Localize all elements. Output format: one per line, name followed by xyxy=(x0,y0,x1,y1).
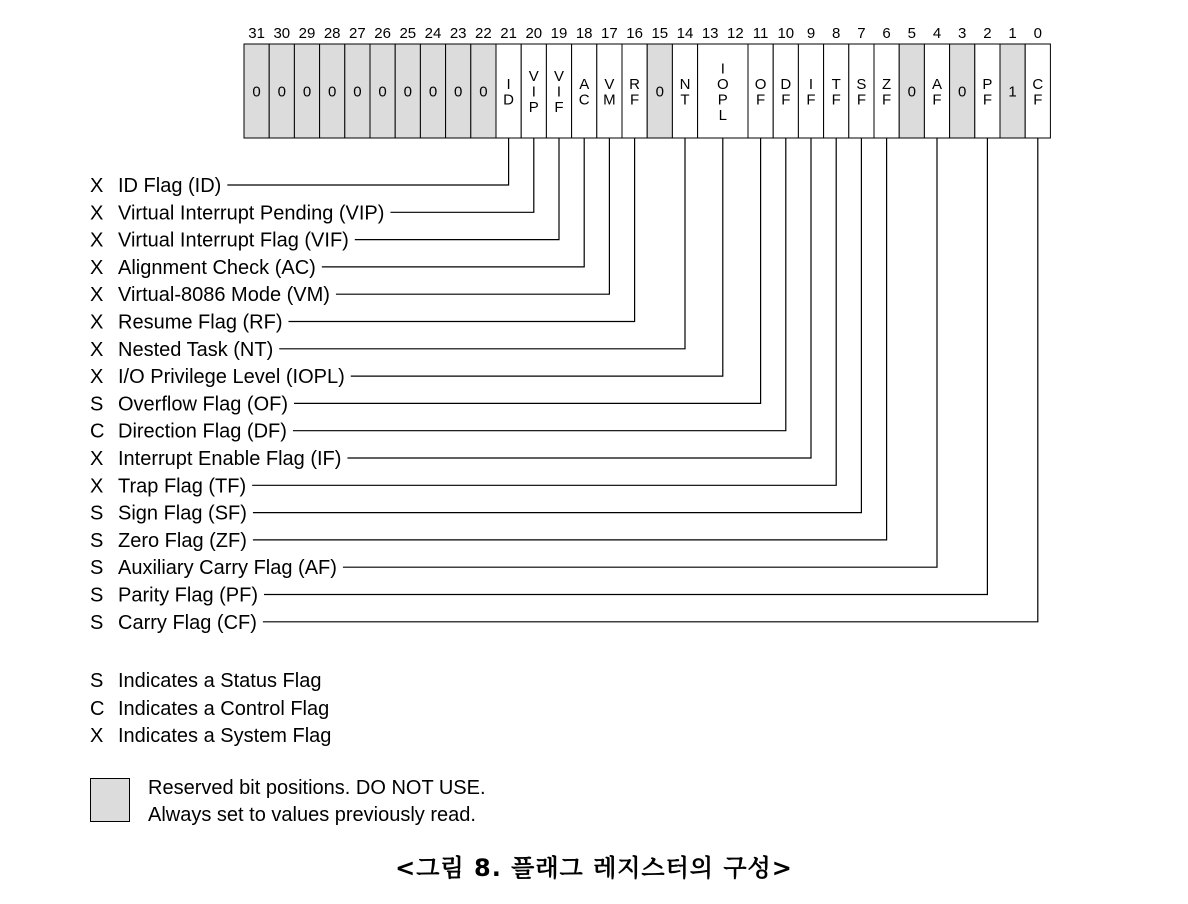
bit-number: 17 xyxy=(601,25,618,42)
cell-label: 0 xyxy=(655,83,664,101)
flag-type: X xyxy=(90,202,104,225)
flag-type: C xyxy=(90,420,105,443)
register-cell xyxy=(496,44,521,138)
flag-type-legend xyxy=(90,668,331,751)
register-cell xyxy=(622,44,647,138)
cell-label: 0 xyxy=(353,83,362,101)
register-cell xyxy=(1025,44,1050,138)
flag-type: X xyxy=(90,175,104,197)
flag-name: Sign Flag (SF) xyxy=(118,502,247,525)
figure-caption: <그림 8. 플래그 레지스터의 구성> xyxy=(395,854,793,882)
flag-name: Virtual Interrupt Pending (VIP) xyxy=(118,202,385,225)
legend-system xyxy=(90,723,331,751)
cell-label: F xyxy=(831,91,841,109)
bit-number: 28 xyxy=(323,25,341,42)
bit-number: 1 xyxy=(1008,25,1017,42)
cell-label: F xyxy=(1033,91,1043,109)
cell-label: F xyxy=(856,91,866,109)
cell-label: P xyxy=(982,75,993,93)
bit-number: 25 xyxy=(399,25,417,42)
bit-number: 26 xyxy=(374,25,391,42)
cell-label: O xyxy=(716,75,729,93)
leader-line xyxy=(253,138,887,540)
cell-label: F xyxy=(882,91,892,109)
register-cell xyxy=(672,44,697,138)
cell-label: 0 xyxy=(252,83,261,101)
register-cell xyxy=(521,44,546,138)
cell-label: D xyxy=(780,75,792,93)
legend-key: X xyxy=(90,725,104,747)
flag-type: S xyxy=(90,557,104,580)
cell-label: 0 xyxy=(328,83,337,101)
flag-name: Zero Flag (ZF) xyxy=(118,529,247,552)
cell-label: I xyxy=(808,75,814,93)
cell-label: F xyxy=(630,91,640,109)
cell-label: Z xyxy=(882,75,892,93)
register-cell xyxy=(975,44,1000,138)
bit-number: 24 xyxy=(424,25,442,42)
flag-type: X xyxy=(90,338,104,361)
cell-label: F xyxy=(806,91,816,109)
bit-number: 12 xyxy=(727,25,744,42)
cell-label: 0 xyxy=(454,83,463,101)
register-cell xyxy=(395,44,420,138)
legend-key: S xyxy=(90,670,104,692)
register-cell xyxy=(1000,44,1025,138)
leader-line xyxy=(253,138,861,513)
register-cell xyxy=(420,44,445,138)
register-cell xyxy=(824,44,849,138)
bit-number: 16 xyxy=(626,25,643,42)
register-cell xyxy=(773,44,798,138)
legend-key: C xyxy=(90,697,105,720)
register-cell xyxy=(748,44,773,138)
flag-type: X xyxy=(90,229,104,252)
bit-number: 6 xyxy=(882,25,891,42)
flag-type: X xyxy=(90,475,104,498)
cell-label: T xyxy=(680,91,690,109)
cell-label: N xyxy=(679,75,691,93)
leader-line xyxy=(293,138,786,431)
flag-list xyxy=(90,138,1038,634)
cell-label: 0 xyxy=(428,83,438,101)
flag-name: Direction Flag (DF) xyxy=(118,420,287,443)
bit-number: 11 xyxy=(752,25,769,42)
cell-label: I xyxy=(506,75,511,93)
cell-label: T xyxy=(831,75,841,93)
flag-name: I/O Privilege Level (IOPL) xyxy=(118,366,345,389)
flag-type: S xyxy=(90,611,104,634)
bit-number: 20 xyxy=(525,25,543,42)
leader-line xyxy=(252,138,836,485)
flag-name: Overflow Flag (OF) xyxy=(118,393,289,416)
reserved-swatch xyxy=(90,778,130,822)
bit-number: 3 xyxy=(958,25,967,42)
bit-number: 21 xyxy=(500,25,517,42)
register-cell xyxy=(874,44,899,138)
register-cell xyxy=(698,44,748,138)
bit-number: 0 xyxy=(1033,25,1042,42)
flag-type: X xyxy=(90,284,104,307)
register-cell xyxy=(244,44,269,138)
register-cell xyxy=(546,44,571,138)
flag-type: X xyxy=(90,256,104,279)
reserved-line-2: Always set to values previously read. xyxy=(148,804,476,826)
flag-name: Parity Flag (PF) xyxy=(118,584,259,607)
bit-number: 14 xyxy=(676,25,694,42)
register-cell xyxy=(950,44,975,138)
cell-label: 1 xyxy=(1008,83,1017,101)
cell-label: P xyxy=(528,99,539,116)
register-cell xyxy=(597,44,622,138)
cell-label: 0 xyxy=(302,83,312,101)
flag-type: S xyxy=(90,502,104,525)
flag-name: Interrupt Enable Flag (IF) xyxy=(118,448,342,470)
reserved-line-1: Reserved bit positions. DO NOT USE. xyxy=(148,777,486,799)
flag-type: X xyxy=(90,311,104,334)
cell-label: 0 xyxy=(277,83,286,101)
bit-number: 31 xyxy=(248,25,265,42)
cell-label: 0 xyxy=(907,83,916,101)
register-cell xyxy=(320,44,345,138)
bit-number: 10 xyxy=(777,25,795,42)
cell-label: V xyxy=(528,68,539,85)
bit-number: 8 xyxy=(832,25,841,42)
leader-line xyxy=(343,138,937,567)
flag-name: Virtual Interrupt Flag (VIF) xyxy=(118,229,349,252)
flag-name: Auxiliary Carry Flag (AF) xyxy=(118,557,337,580)
cell-label: F xyxy=(756,91,766,109)
legend-text: Indicates a Control Flag xyxy=(118,697,330,720)
cell-label: F xyxy=(932,91,942,109)
leader-line xyxy=(351,138,723,376)
leader-line xyxy=(390,138,533,212)
leader-line xyxy=(294,138,761,403)
cell-label: R xyxy=(629,75,641,93)
leader-line xyxy=(347,138,811,458)
flag-name: Resume Flag (RF) xyxy=(118,311,283,334)
register-cell xyxy=(370,44,395,138)
flag-name: Carry Flag (CF) xyxy=(118,611,257,634)
leader-line xyxy=(227,138,508,185)
cell-label: V xyxy=(553,68,565,85)
cell-label: O xyxy=(754,75,767,93)
reserved-legend-text xyxy=(148,775,486,829)
cell-label: A xyxy=(579,75,590,93)
legend-text: Indicates a System Flag xyxy=(118,725,332,747)
bit-number: 19 xyxy=(550,25,568,42)
flag-type: X xyxy=(90,366,104,389)
flag-entry xyxy=(90,138,509,197)
legend-text: Indicates a Status Flag xyxy=(118,670,322,692)
cell-label: 0 xyxy=(403,83,412,101)
leader-line xyxy=(355,138,559,240)
cell-label: L xyxy=(718,106,727,124)
cell-label: P xyxy=(717,91,728,109)
cell-label: I xyxy=(720,60,725,78)
flag-name: Virtual-8086 Mode (VM) xyxy=(118,284,330,307)
bit-number: 29 xyxy=(298,25,316,42)
register-cell xyxy=(798,44,823,138)
register-cell xyxy=(345,44,370,138)
cell-label: S xyxy=(856,75,867,93)
cell-label: 0 xyxy=(958,83,967,101)
cell-label: 0 xyxy=(378,83,387,101)
legend-control xyxy=(90,696,331,724)
bit-number: 9 xyxy=(806,25,816,42)
register-cell xyxy=(269,44,294,138)
bit-number: 22 xyxy=(475,25,492,42)
flag-type: X xyxy=(90,448,104,470)
flag-name: ID Flag (ID) xyxy=(118,175,222,197)
cell-label: I xyxy=(556,83,562,101)
cell-label: F xyxy=(554,99,564,116)
cell-label: A xyxy=(931,75,943,93)
bit-number: 4 xyxy=(932,25,942,42)
bit-number: 13 xyxy=(701,25,719,42)
bit-number: 7 xyxy=(857,25,866,42)
bit-number: 27 xyxy=(349,25,366,42)
cell-label: C xyxy=(1032,75,1044,93)
cell-label: D xyxy=(503,91,515,109)
flag-type: S xyxy=(90,393,104,416)
register-cell xyxy=(294,44,319,138)
register-cell xyxy=(471,44,496,138)
legend-status xyxy=(90,668,331,696)
bit-number: 5 xyxy=(907,25,916,42)
bit-number: 15 xyxy=(651,25,669,42)
cell-label: I xyxy=(531,83,536,101)
bit-number-row xyxy=(248,25,1042,42)
register-cell xyxy=(647,44,672,138)
cell-label: F xyxy=(982,91,992,109)
register-cell xyxy=(849,44,874,138)
cell-label: C xyxy=(578,91,590,109)
bit-number: 2 xyxy=(983,25,992,42)
cell-label: V xyxy=(604,75,615,93)
cell-label: F xyxy=(781,91,791,109)
register-cells xyxy=(244,44,1050,138)
bit-number: 23 xyxy=(449,25,467,42)
register-cell xyxy=(572,44,597,138)
register-cell xyxy=(899,44,924,138)
cell-label: 0 xyxy=(479,83,488,101)
flag-name: Nested Task (NT) xyxy=(118,338,274,361)
register-cell xyxy=(446,44,471,138)
bit-number: 30 xyxy=(273,25,291,42)
cell-label: M xyxy=(603,91,616,109)
flag-name: Trap Flag (TF) xyxy=(118,475,247,498)
bit-number: 18 xyxy=(575,25,593,42)
register-cell xyxy=(924,44,949,138)
flag-name: Alignment Check (AC) xyxy=(118,256,316,279)
flag-type: S xyxy=(90,584,104,607)
flag-type: S xyxy=(90,529,104,552)
